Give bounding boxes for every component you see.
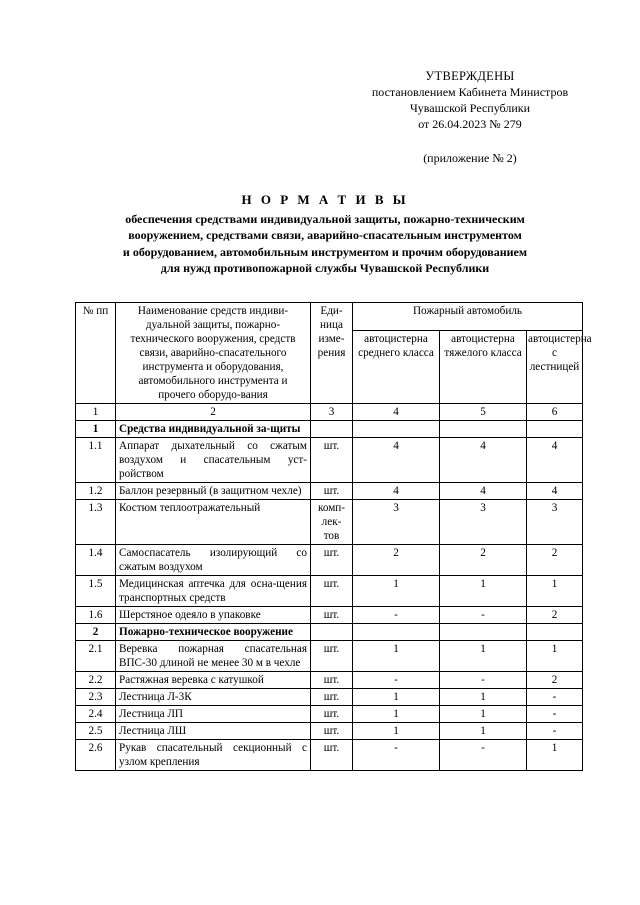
- index-cell: 2: [116, 404, 311, 421]
- table-section-row: [76, 421, 583, 438]
- table-row: [76, 483, 583, 500]
- row-value-col-2: 4: [440, 438, 527, 483]
- table-row: [76, 672, 583, 689]
- row-value-col-1: 2: [353, 545, 440, 576]
- row-value-col-1: 4: [353, 438, 440, 483]
- row-value-col-2: 1: [440, 706, 527, 723]
- row-unit: шт.: [311, 706, 353, 723]
- row-value-col-1: [353, 624, 440, 641]
- document-title-line-4: для нужд противопожарной службы Чувашской Республики: [160, 261, 490, 275]
- header-col-3: автоцистерна с лестницей: [527, 330, 583, 403]
- header-num: № пп: [76, 303, 116, 404]
- table-row: [76, 689, 583, 706]
- row-value-col-2: -: [440, 607, 527, 624]
- table-row: [76, 576, 583, 607]
- appendix-label: (приложение № 2): [423, 151, 517, 165]
- table-row: [76, 500, 583, 545]
- row-value-col-1: -: [353, 672, 440, 689]
- table-row: [76, 607, 583, 624]
- row-value-col-2: 3: [440, 500, 527, 545]
- row-name: Лестница ЛШ: [116, 723, 311, 740]
- row-name: Костюм теплоотражательный: [116, 500, 311, 545]
- row-unit: шт.: [311, 723, 353, 740]
- row-value-col-1: -: [353, 607, 440, 624]
- row-value-col-3: -: [527, 689, 583, 706]
- row-num: 1.3: [76, 500, 116, 545]
- approval-block: [350, 68, 590, 166]
- index-cell: 3: [311, 404, 353, 421]
- row-name: Самоспасатель изолирующий со сжатым воздухом: [116, 545, 311, 576]
- header-name: Наименование средств индиви-дуальной защиты, пожарно-технического вооружения, средств связи, аварийно-спасательного инструмента и оборудования, автомобильного инструмента и прочего оборудо-вания: [116, 303, 311, 404]
- document-title-line-2: вооружением, средствами связи, аварийно-спасательным инструментом: [128, 228, 522, 242]
- row-num: 2: [76, 624, 116, 641]
- index-cell: 5: [440, 404, 527, 421]
- row-value-col-3: 4: [527, 438, 583, 483]
- row-value-col-2: 1: [440, 723, 527, 740]
- header-unit: Еди-ница изме-рения: [311, 303, 353, 404]
- row-value-col-1: [353, 421, 440, 438]
- row-name: Медицинская аптечка для осна-щения транспортных средств: [116, 576, 311, 607]
- row-unit: шт.: [311, 576, 353, 607]
- table-row: [76, 723, 583, 740]
- row-value-col-3: 4: [527, 483, 583, 500]
- row-unit: шт.: [311, 672, 353, 689]
- row-unit: [311, 421, 353, 438]
- row-value-col-1: 1: [353, 576, 440, 607]
- table-section-row: [76, 624, 583, 641]
- row-name: Растяжная веревка с катушкой: [116, 672, 311, 689]
- row-num: 1.2: [76, 483, 116, 500]
- row-value-col-2: [440, 624, 527, 641]
- row-name: Аппарат дыхательный со сжатым воздухом и спасательным уст-ройством: [116, 438, 311, 483]
- document-title-line-3: и оборудованием, автомобильным инструментом и прочим оборудованием: [122, 244, 528, 259]
- row-num: 2.3: [76, 689, 116, 706]
- row-num: 1: [76, 421, 116, 438]
- row-value-col-1: 4: [353, 483, 440, 500]
- row-value-col-3: 1: [527, 576, 583, 607]
- header-col-2: автоцистерна тяжелого класса: [440, 330, 527, 403]
- header-col-1: автоцистерна среднего класса: [353, 330, 440, 403]
- row-value-col-3: [527, 421, 583, 438]
- index-row: [76, 404, 583, 421]
- row-value-col-3: 2: [527, 672, 583, 689]
- row-value-col-1: 1: [353, 706, 440, 723]
- row-value-col-1: -: [353, 740, 440, 771]
- row-unit: шт.: [311, 607, 353, 624]
- row-unit: шт.: [311, 545, 353, 576]
- row-value-col-3: 2: [527, 607, 583, 624]
- row-unit: шт.: [311, 483, 353, 500]
- row-name: Средства индивидуальной за-щиты: [116, 421, 311, 438]
- index-cell: 6: [527, 404, 583, 421]
- row-unit: шт.: [311, 740, 353, 771]
- row-value-col-3: 3: [527, 500, 583, 545]
- row-value-col-1: 1: [353, 641, 440, 672]
- table-row: [76, 740, 583, 771]
- row-num: 1.1: [76, 438, 116, 483]
- row-name: Лестница ЛП: [116, 706, 311, 723]
- row-name: Веревка пожарная спасательная ВПС-30 длиной не менее 30 м в чехле: [116, 641, 311, 672]
- row-num: 2.1: [76, 641, 116, 672]
- row-value-col-3: [527, 624, 583, 641]
- row-unit: шт.: [311, 438, 353, 483]
- row-value-col-2: 2: [440, 545, 527, 576]
- row-name: Шерстяное одеяло в упаковке: [116, 607, 311, 624]
- row-value-col-3: 2: [527, 545, 583, 576]
- table-row: [76, 706, 583, 723]
- row-num: 1.4: [76, 545, 116, 576]
- row-unit: шт.: [311, 689, 353, 706]
- norms-table: [75, 302, 592, 771]
- document-title-line-1: обеспечения средствами индивидуальной защиты, пожарно-техническим: [125, 211, 525, 226]
- row-value-col-1: 3: [353, 500, 440, 545]
- row-value-col-2: 4: [440, 483, 527, 500]
- approval-line-1: постановлением Кабинета Министров: [371, 85, 569, 99]
- index-cell: 4: [353, 404, 440, 421]
- row-unit: шт.: [311, 641, 353, 672]
- approval-title: УТВЕРЖДЕНЫ: [425, 69, 515, 83]
- row-value-col-2: 1: [440, 689, 527, 706]
- table-row: [76, 545, 583, 576]
- row-name: Баллон резервный (в защитном чехле): [116, 483, 311, 500]
- row-name: Лестница Л-3К: [116, 689, 311, 706]
- row-num: 1.6: [76, 607, 116, 624]
- row-name: Рукав спасательный секционный с узлом крепления: [116, 740, 311, 771]
- row-value-col-2: 1: [440, 641, 527, 672]
- row-value-col-2: [440, 421, 527, 438]
- document-title: [70, 192, 580, 277]
- table-body: [76, 421, 583, 771]
- table-row: [76, 641, 583, 672]
- row-value-col-3: 1: [527, 641, 583, 672]
- row-name: Пожарно-техническое вооружение: [116, 624, 311, 641]
- row-num: 2.5: [76, 723, 116, 740]
- row-value-col-3: 1: [527, 740, 583, 771]
- row-value-col-1: 1: [353, 723, 440, 740]
- document-title-main: Н О Р М А Т И В Ы: [241, 192, 409, 207]
- row-unit: комп-лек-тов: [311, 500, 353, 545]
- row-value-col-2: -: [440, 740, 527, 771]
- row-value-col-2: 1: [440, 576, 527, 607]
- row-num: 1.5: [76, 576, 116, 607]
- row-value-col-3: -: [527, 706, 583, 723]
- header-group: Пожарный автомобиль: [353, 303, 583, 331]
- approval-line-3: от 26.04.2023 № 279: [418, 117, 522, 131]
- table-header-row: [76, 303, 583, 331]
- index-cell: 1: [76, 404, 116, 421]
- row-num: 2.6: [76, 740, 116, 771]
- row-value-col-3: -: [527, 723, 583, 740]
- approval-line-2: Чувашской Республики: [409, 101, 531, 115]
- row-unit: [311, 624, 353, 641]
- row-num: 2.2: [76, 672, 116, 689]
- row-value-col-2: -: [440, 672, 527, 689]
- row-value-col-1: 1: [353, 689, 440, 706]
- row-num: 2.4: [76, 706, 116, 723]
- table-row: [76, 438, 583, 483]
